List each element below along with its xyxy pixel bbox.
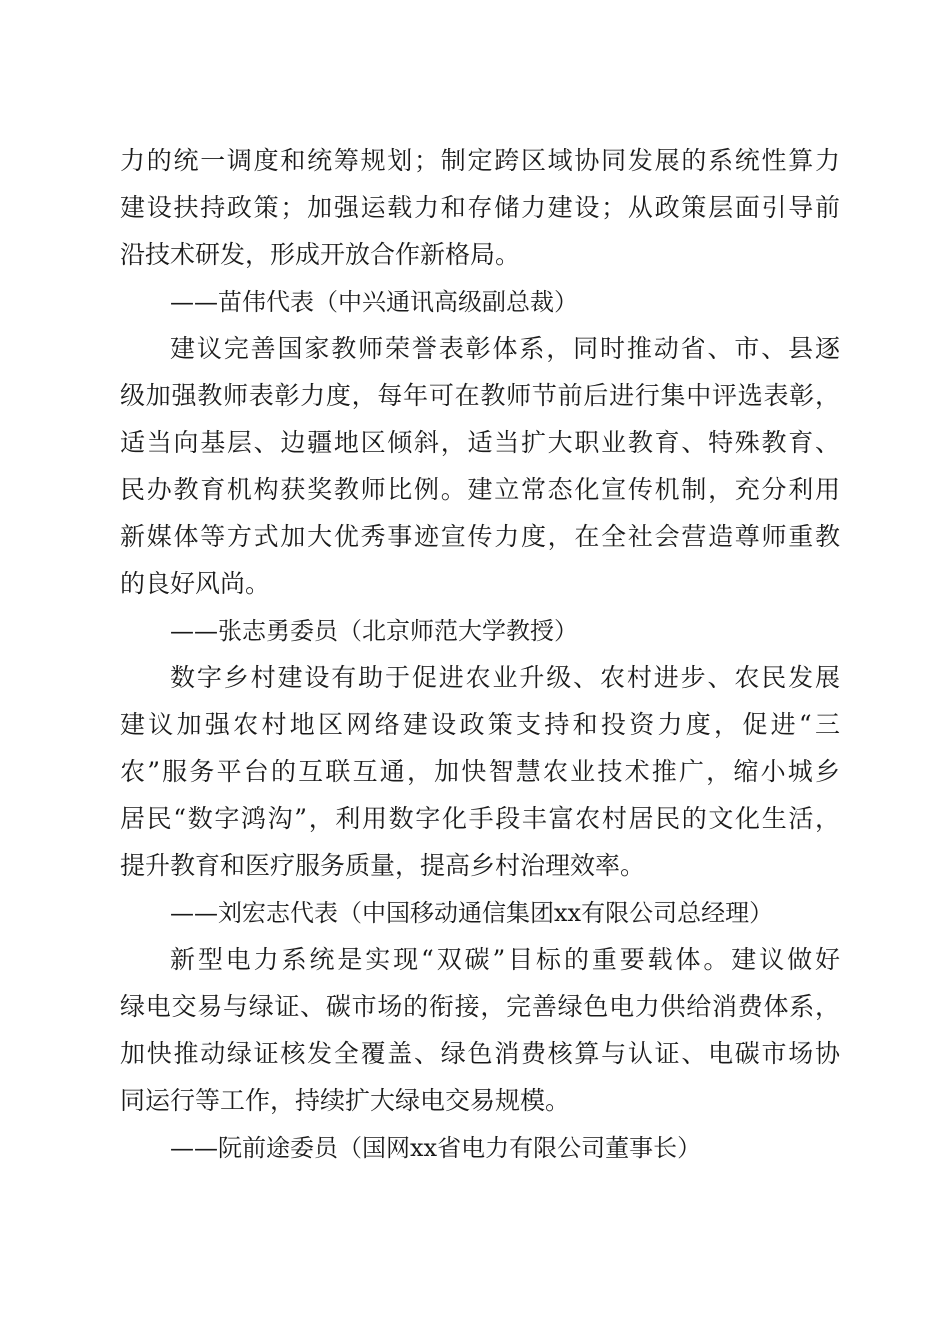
- paragraph-line: 建议完善国家教师荣誉表彰体系，同时推动省、市、县逐: [170, 334, 840, 363]
- paragraph-line: 加快推动绿证核发全覆盖、绿色消费核算与认证、电碳市场协: [120, 1039, 840, 1068]
- paragraph-line: 居民“数字鸿沟”，利用数字化手段丰富农村居民的文化生活，: [120, 804, 840, 833]
- paragraph-line: 新型电力系统是实现“双碳”目标的重要载体。建议做好: [170, 945, 840, 974]
- paragraph-line: 同运行等工作，持续扩大绿电交易规模。: [120, 1086, 571, 1115]
- paragraph-line: 力的统一调度和统筹规划；制定跨区域协同发展的系统性算力: [120, 146, 840, 175]
- paragraph-line: 建议加强农村地区网络建设政策支持和投资力度，促进“三: [120, 710, 840, 739]
- paragraph-line: 级加强教师表彰力度，每年可在教师节前后进行集中评选表彰，: [120, 381, 840, 410]
- paragraph-line: 民办教育机构获奖教师比例。建立常态化宣传机制，充分利用: [120, 475, 840, 504]
- paragraph-line: 沿技术研发，形成开放合作新格局。: [120, 240, 521, 269]
- paragraph-line: 新媒体等方式加大优秀事迹宣传力度，在全社会营造尊师重教: [120, 522, 840, 551]
- attribution: ——苗伟代表（中兴通讯高级副总裁）: [170, 288, 578, 316]
- paragraph-line: 数字乡村建设有助于促进农业升级、农村进步、农民发展: [170, 663, 840, 692]
- attribution: ——刘宏志代表（中国移动通信集团xx有限公司总经理）: [170, 899, 774, 927]
- attribution: ——阮前途委员（国网xx省电力有限公司董事长）: [170, 1134, 702, 1162]
- paragraph-line: 的良好风尚。: [120, 569, 271, 598]
- paragraph-line: 提升教育和医疗服务质量，提高乡村治理效率。: [120, 851, 646, 880]
- paragraph-line: 适当向基层、边疆地区倾斜，适当扩大职业教育、特殊教育、: [120, 428, 840, 457]
- paragraph-line: 建设扶持政策；加强运载力和存储力建设；从政策层面引导前: [120, 193, 840, 222]
- attribution: ——张志勇委员（北京师范大学教授）: [170, 617, 578, 645]
- paragraph-line: 绿电交易与绿证、碳市场的衔接，完善绿色电力供给消费体系，: [120, 992, 840, 1021]
- paragraph-line: 农”服务平台的互联互通，加快智慧农业技术推广，缩小城乡: [120, 757, 840, 786]
